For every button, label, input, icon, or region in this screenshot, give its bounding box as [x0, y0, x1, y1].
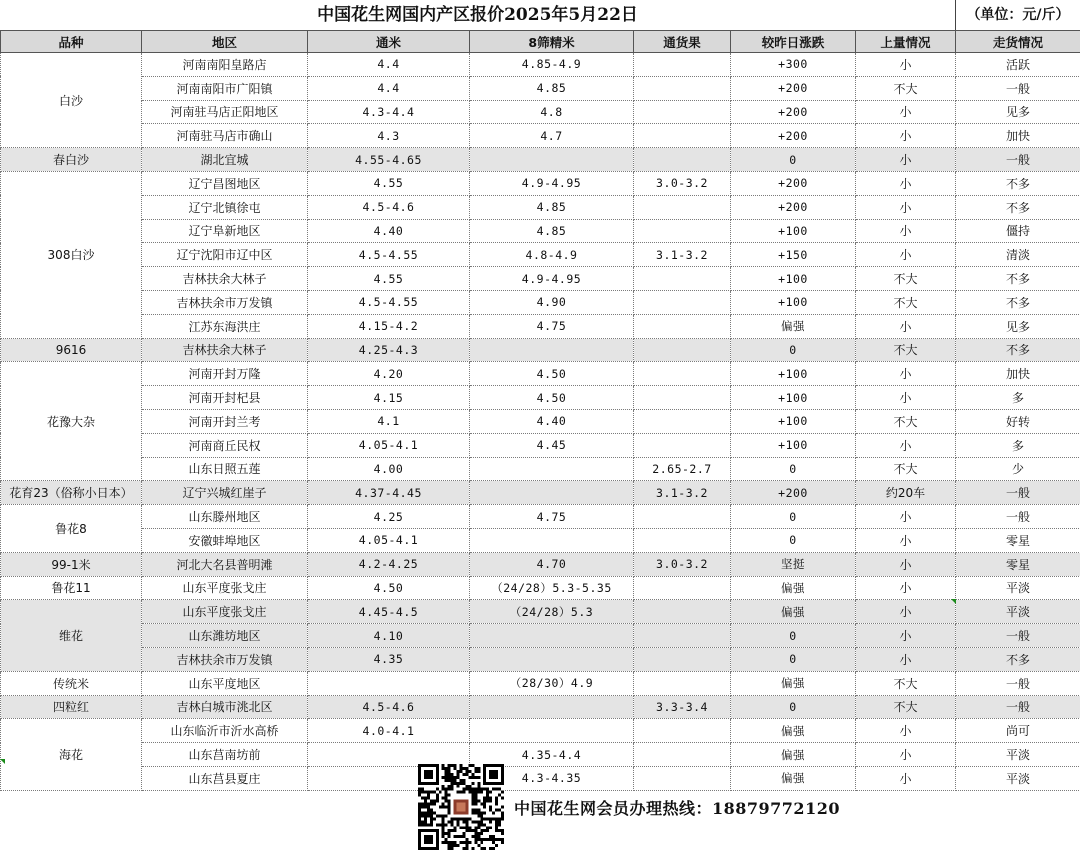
region-cell: 吉林扶余大林子 [142, 338, 308, 362]
jingmi-cell: 4.45 [470, 433, 634, 457]
tonghuo-cell [634, 647, 731, 671]
tonghuo-cell [634, 195, 731, 219]
supply-cell: 不大 [856, 267, 956, 291]
table-row [1, 695, 1080, 719]
sales-cell: 活跃 [956, 53, 1080, 77]
region-cell: 山东平度张戈庄 [142, 600, 308, 624]
jingmi-cell: 4.35-4.4 [470, 743, 634, 767]
table-row [1, 243, 1080, 267]
tonghuo-cell [634, 719, 731, 743]
tonghuo-cell [634, 528, 731, 552]
header-jingmi: 8筛精米 [470, 31, 634, 53]
sales-cell: 加快 [956, 124, 1080, 148]
tonghuo-cell [634, 100, 731, 124]
sales-cell: 少 [956, 457, 1080, 481]
tongmi-cell: 4.05-4.1 [308, 433, 470, 457]
tonghuo-cell: 3.3-3.4 [634, 695, 731, 719]
sales-cell: 不多 [956, 290, 1080, 314]
change-cell: 0 [731, 647, 856, 671]
jingmi-cell: 4.7 [470, 124, 634, 148]
table-row [1, 171, 1080, 195]
supply-cell: 小 [856, 124, 956, 148]
tongmi-cell: 4.45-4.5 [308, 600, 470, 624]
cell-note-marker [951, 599, 956, 604]
region-cell: 山东滕州地区 [142, 505, 308, 529]
variety-cell: 传统米 [1, 671, 142, 695]
supply-cell: 小 [856, 195, 956, 219]
region-cell: 山东潍坊地区 [142, 624, 308, 648]
jingmi-cell: 4.85 [470, 76, 634, 100]
price-table [0, 30, 1080, 791]
sales-cell: 平淡 [956, 766, 1080, 790]
sales-cell: 一般 [956, 671, 1080, 695]
sales-cell: 尚可 [956, 719, 1080, 743]
sales-cell: 多 [956, 433, 1080, 457]
tongmi-cell: 4.2-4.25 [308, 552, 470, 576]
tonghuo-cell [634, 576, 731, 600]
table-row [1, 314, 1080, 338]
sales-cell: 多 [956, 386, 1080, 410]
region-cell: 山东平度地区 [142, 671, 308, 695]
table-row [1, 76, 1080, 100]
tongmi-cell: 4.0-4.1 [308, 719, 470, 743]
supply-cell: 小 [856, 647, 956, 671]
jingmi-cell [470, 647, 634, 671]
variety-cell: 春白沙 [1, 148, 142, 172]
change-cell: +100 [731, 409, 856, 433]
sales-cell: 平淡 [956, 576, 1080, 600]
change-cell: 0 [731, 338, 856, 362]
tongmi-cell: 4.25 [308, 505, 470, 529]
region-cell: 山东日照五莲 [142, 457, 308, 481]
supply-cell: 约20车 [856, 481, 956, 505]
qr-code-icon [418, 764, 504, 850]
table-row [1, 267, 1080, 291]
tongmi-cell: 4.5-4.55 [308, 290, 470, 314]
header-change: 较昨日涨跌 [731, 31, 856, 53]
jingmi-cell [470, 148, 634, 172]
supply-cell: 小 [856, 243, 956, 267]
tongmi-cell [308, 671, 470, 695]
change-cell: 偏强 [731, 600, 856, 624]
tongmi-cell: 4.37-4.45 [308, 481, 470, 505]
table-row [1, 576, 1080, 600]
tonghuo-cell [634, 124, 731, 148]
tongmi-cell: 4.25-4.3 [308, 338, 470, 362]
tonghuo-cell: 3.0-3.2 [634, 171, 731, 195]
change-cell: +200 [731, 195, 856, 219]
unit-label: （单位：元/斤） [966, 7, 1070, 23]
jingmi-cell [470, 338, 634, 362]
region-cell: 河南商丘民权 [142, 433, 308, 457]
region-cell: 河南驻马店市确山 [142, 124, 308, 148]
jingmi-cell [470, 481, 634, 505]
jingmi-cell: （28/30）4.9 [470, 671, 634, 695]
tonghuo-cell [634, 148, 731, 172]
jingmi-cell: 4.3-4.35 [470, 766, 634, 790]
jingmi-cell: 4.9-4.95 [470, 171, 634, 195]
change-cell: +100 [731, 433, 856, 457]
region-cell: 安徽蚌埠地区 [142, 528, 308, 552]
region-cell: 吉林扶余大林子 [142, 267, 308, 291]
tonghuo-cell: 3.0-3.2 [634, 552, 731, 576]
tonghuo-cell [634, 267, 731, 291]
supply-cell: 小 [856, 576, 956, 600]
region-cell: 山东平度张戈庄 [142, 576, 308, 600]
region-cell: 吉林白城市洮北区 [142, 695, 308, 719]
variety-cell: 308白沙 [1, 171, 142, 338]
jingmi-cell: 4.90 [470, 290, 634, 314]
supply-cell: 不大 [856, 457, 956, 481]
jingmi-cell [470, 695, 634, 719]
page-title: 中国花生网国内产区报价2025年5月22日 [0, 0, 956, 30]
sales-cell: 零星 [956, 528, 1080, 552]
variety-cell: 9616 [1, 338, 142, 362]
tonghuo-cell [634, 505, 731, 529]
region-cell: 吉林扶余市万发镇 [142, 290, 308, 314]
table-row [1, 624, 1080, 648]
variety-cell: 四粒红 [1, 695, 142, 719]
jingmi-cell: （24/28）5.3 [470, 600, 634, 624]
sales-cell: 加快 [956, 362, 1080, 386]
change-cell: +200 [731, 481, 856, 505]
tonghuo-cell [634, 290, 731, 314]
header-variety: 品种 [1, 31, 142, 53]
supply-cell: 不大 [856, 338, 956, 362]
region-cell: 辽宁昌图地区 [142, 171, 308, 195]
table-row [1, 505, 1080, 529]
sales-cell: 一般 [956, 695, 1080, 719]
supply-cell: 小 [856, 386, 956, 410]
change-cell: +200 [731, 124, 856, 148]
change-cell: 坚挺 [731, 552, 856, 576]
change-cell: 0 [731, 148, 856, 172]
table-row [1, 481, 1080, 505]
region-cell: 山东临沂市沂水高桥 [142, 719, 308, 743]
tongmi-cell: 4.10 [308, 624, 470, 648]
table-row [1, 290, 1080, 314]
change-cell: 偏强 [731, 576, 856, 600]
change-cell: 0 [731, 624, 856, 648]
variety-cell: 海花 [1, 719, 142, 790]
sales-cell: 一般 [956, 505, 1080, 529]
jingmi-cell: （24/28）5.3-5.35 [470, 576, 634, 600]
jingmi-cell: 4.8-4.9 [470, 243, 634, 267]
tongmi-cell: 4.20 [308, 362, 470, 386]
change-cell: +100 [731, 386, 856, 410]
sales-cell: 不多 [956, 267, 1080, 291]
supply-cell: 小 [856, 719, 956, 743]
region-cell: 河南开封兰考 [142, 409, 308, 433]
supply-cell: 小 [856, 528, 956, 552]
tonghuo-cell [634, 314, 731, 338]
jingmi-cell: 4.75 [470, 314, 634, 338]
table-row [1, 528, 1080, 552]
table-row [1, 100, 1080, 124]
tonghuo-cell [634, 338, 731, 362]
sales-cell: 一般 [956, 148, 1080, 172]
supply-cell: 小 [856, 171, 956, 195]
region-cell: 湖北宜城 [142, 148, 308, 172]
tongmi-cell: 4.15-4.2 [308, 314, 470, 338]
change-cell: +150 [731, 243, 856, 267]
header-sales: 走货情况 [956, 31, 1080, 53]
header-region: 地区 [142, 31, 308, 53]
tongmi-cell: 4.3-4.4 [308, 100, 470, 124]
jingmi-cell: 4.85 [470, 195, 634, 219]
variety-cell: 鲁花8 [1, 505, 142, 553]
sales-cell: 清淡 [956, 243, 1080, 267]
table-row [1, 433, 1080, 457]
jingmi-cell [470, 624, 634, 648]
change-cell: 0 [731, 695, 856, 719]
tongmi-cell: 4.35 [308, 647, 470, 671]
region-cell: 河南开封杞县 [142, 386, 308, 410]
variety-cell: 维花 [1, 600, 142, 671]
tonghuo-cell: 3.1-3.2 [634, 481, 731, 505]
supply-cell: 不大 [856, 76, 956, 100]
tonghuo-cell: 2.65-2.7 [634, 457, 731, 481]
supply-cell: 小 [856, 362, 956, 386]
header-supply: 上量情况 [856, 31, 956, 53]
sales-cell: 不多 [956, 171, 1080, 195]
change-cell: 0 [731, 528, 856, 552]
supply-cell: 小 [856, 624, 956, 648]
footer [0, 762, 1080, 850]
region-cell: 河北大名县普明滩 [142, 552, 308, 576]
change-cell: +100 [731, 267, 856, 291]
table-row [1, 53, 1080, 77]
change-cell: +100 [731, 219, 856, 243]
table-row [1, 719, 1080, 743]
variety-cell: 99-1米 [1, 552, 142, 576]
supply-cell: 不大 [856, 290, 956, 314]
change-cell: +100 [731, 290, 856, 314]
change-cell: 偏强 [731, 743, 856, 767]
supply-cell: 小 [856, 505, 956, 529]
sales-cell: 一般 [956, 624, 1080, 648]
supply-cell: 不大 [856, 695, 956, 719]
jingmi-cell: 4.8 [470, 100, 634, 124]
region-cell: 河南驻马店正阳地区 [142, 100, 308, 124]
table-row [1, 195, 1080, 219]
region-cell: 河南开封万隆 [142, 362, 308, 386]
header-tonghuo: 通货果 [634, 31, 731, 53]
jingmi-cell [470, 528, 634, 552]
jingmi-cell: 4.50 [470, 362, 634, 386]
jingmi-cell: 4.9-4.95 [470, 267, 634, 291]
supply-cell: 小 [856, 100, 956, 124]
supply-cell: 小 [856, 743, 956, 767]
tongmi-cell: 4.3 [308, 124, 470, 148]
title-row [0, 0, 1080, 31]
sales-cell: 不多 [956, 647, 1080, 671]
region-cell: 江苏东海洪庄 [142, 314, 308, 338]
jingmi-cell: 4.85-4.9 [470, 53, 634, 77]
supply-cell: 小 [856, 552, 956, 576]
header-tongmi: 通米 [308, 31, 470, 53]
jingmi-cell: 4.85 [470, 219, 634, 243]
tongmi-cell: 4.15 [308, 386, 470, 410]
region-cell: 辽宁阜新地区 [142, 219, 308, 243]
tongmi-cell: 4.50 [308, 576, 470, 600]
table-row [1, 219, 1080, 243]
sales-cell: 不多 [956, 195, 1080, 219]
jingmi-cell: 4.50 [470, 386, 634, 410]
tongmi-cell: 4.5-4.6 [308, 695, 470, 719]
region-cell: 山东莒南坊前 [142, 743, 308, 767]
tongmi-cell: 4.5-4.55 [308, 243, 470, 267]
change-cell: +100 [731, 362, 856, 386]
tongmi-cell: 4.55 [308, 171, 470, 195]
tonghuo-cell [634, 76, 731, 100]
tongmi-cell: 4.40 [308, 219, 470, 243]
sales-cell: 平淡 [956, 600, 1080, 624]
sales-cell: 一般 [956, 481, 1080, 505]
table-row [1, 552, 1080, 576]
tongmi-cell: 4.55 [308, 267, 470, 291]
variety-cell: 花育23（俗称小日本） [1, 481, 142, 505]
sales-cell: 见多 [956, 100, 1080, 124]
variety-cell: 花豫大杂 [1, 362, 142, 481]
header-row [1, 31, 1080, 53]
change-cell: 偏强 [731, 671, 856, 695]
tongmi-cell: 4.05-4.1 [308, 528, 470, 552]
change-cell: +200 [731, 171, 856, 195]
tonghuo-cell [634, 433, 731, 457]
change-cell: +200 [731, 76, 856, 100]
tonghuo-cell [634, 53, 731, 77]
change-cell: 0 [731, 505, 856, 529]
change-cell: 偏强 [731, 314, 856, 338]
supply-cell: 小 [856, 314, 956, 338]
tongmi-cell: 4.4 [308, 53, 470, 77]
table-row [1, 647, 1080, 671]
change-cell: +200 [731, 100, 856, 124]
tongmi-cell: 4.4 [308, 76, 470, 100]
region-cell: 辽宁沈阳市辽中区 [142, 243, 308, 267]
jingmi-cell: 4.75 [470, 505, 634, 529]
variety-cell: 鲁花11 [1, 576, 142, 600]
supply-cell: 小 [856, 433, 956, 457]
tongmi-cell: 4.00 [308, 457, 470, 481]
region-cell: 河南南阳市广阳镇 [142, 76, 308, 100]
tonghuo-cell: 3.1-3.2 [634, 243, 731, 267]
table-row [1, 362, 1080, 386]
table-row [1, 148, 1080, 172]
sales-cell: 见多 [956, 314, 1080, 338]
table-row [1, 671, 1080, 695]
table-row [1, 386, 1080, 410]
supply-cell: 不大 [856, 671, 956, 695]
supply-cell: 小 [856, 766, 956, 790]
jingmi-cell [470, 719, 634, 743]
tonghuo-cell [634, 409, 731, 433]
table-row [1, 600, 1080, 624]
tonghuo-cell [634, 386, 731, 410]
hotline-text: 中国花生网会员办理热线：18879772120 [514, 799, 840, 818]
sales-cell: 平淡 [956, 743, 1080, 767]
sales-cell: 零星 [956, 552, 1080, 576]
jingmi-cell: 4.70 [470, 552, 634, 576]
supply-cell: 小 [856, 53, 956, 77]
sales-cell: 好转 [956, 409, 1080, 433]
region-cell: 辽宁北镇徐屯 [142, 195, 308, 219]
sales-cell: 不多 [956, 338, 1080, 362]
table-row [1, 124, 1080, 148]
tonghuo-cell [634, 362, 731, 386]
region-cell: 山东莒县夏庄 [142, 766, 308, 790]
change-cell: 0 [731, 457, 856, 481]
variety-cell: 白沙 [1, 53, 142, 148]
change-cell: +300 [731, 53, 856, 77]
table-row [1, 338, 1080, 362]
tongmi-cell: 4.1 [308, 409, 470, 433]
table-row [1, 409, 1080, 433]
tonghuo-cell [634, 624, 731, 648]
tonghuo-cell [634, 600, 731, 624]
sales-cell: 一般 [956, 76, 1080, 100]
supply-cell: 小 [856, 219, 956, 243]
region-cell: 辽宁兴城红崖子 [142, 481, 308, 505]
tonghuo-cell [634, 219, 731, 243]
table-row [1, 457, 1080, 481]
supply-cell: 小 [856, 600, 956, 624]
jingmi-cell [470, 457, 634, 481]
supply-cell: 不大 [856, 409, 956, 433]
tongmi-cell: 4.55-4.65 [308, 148, 470, 172]
jingmi-cell: 4.40 [470, 409, 634, 433]
supply-cell: 小 [856, 148, 956, 172]
sales-cell: 僵持 [956, 219, 1080, 243]
region-cell: 河南南阳皇路店 [142, 53, 308, 77]
tongmi-cell: 4.5-4.6 [308, 195, 470, 219]
change-cell: 偏强 [731, 719, 856, 743]
change-cell: 偏强 [731, 766, 856, 790]
tonghuo-cell [634, 671, 731, 695]
region-cell: 吉林扶余市万发镇 [142, 647, 308, 671]
